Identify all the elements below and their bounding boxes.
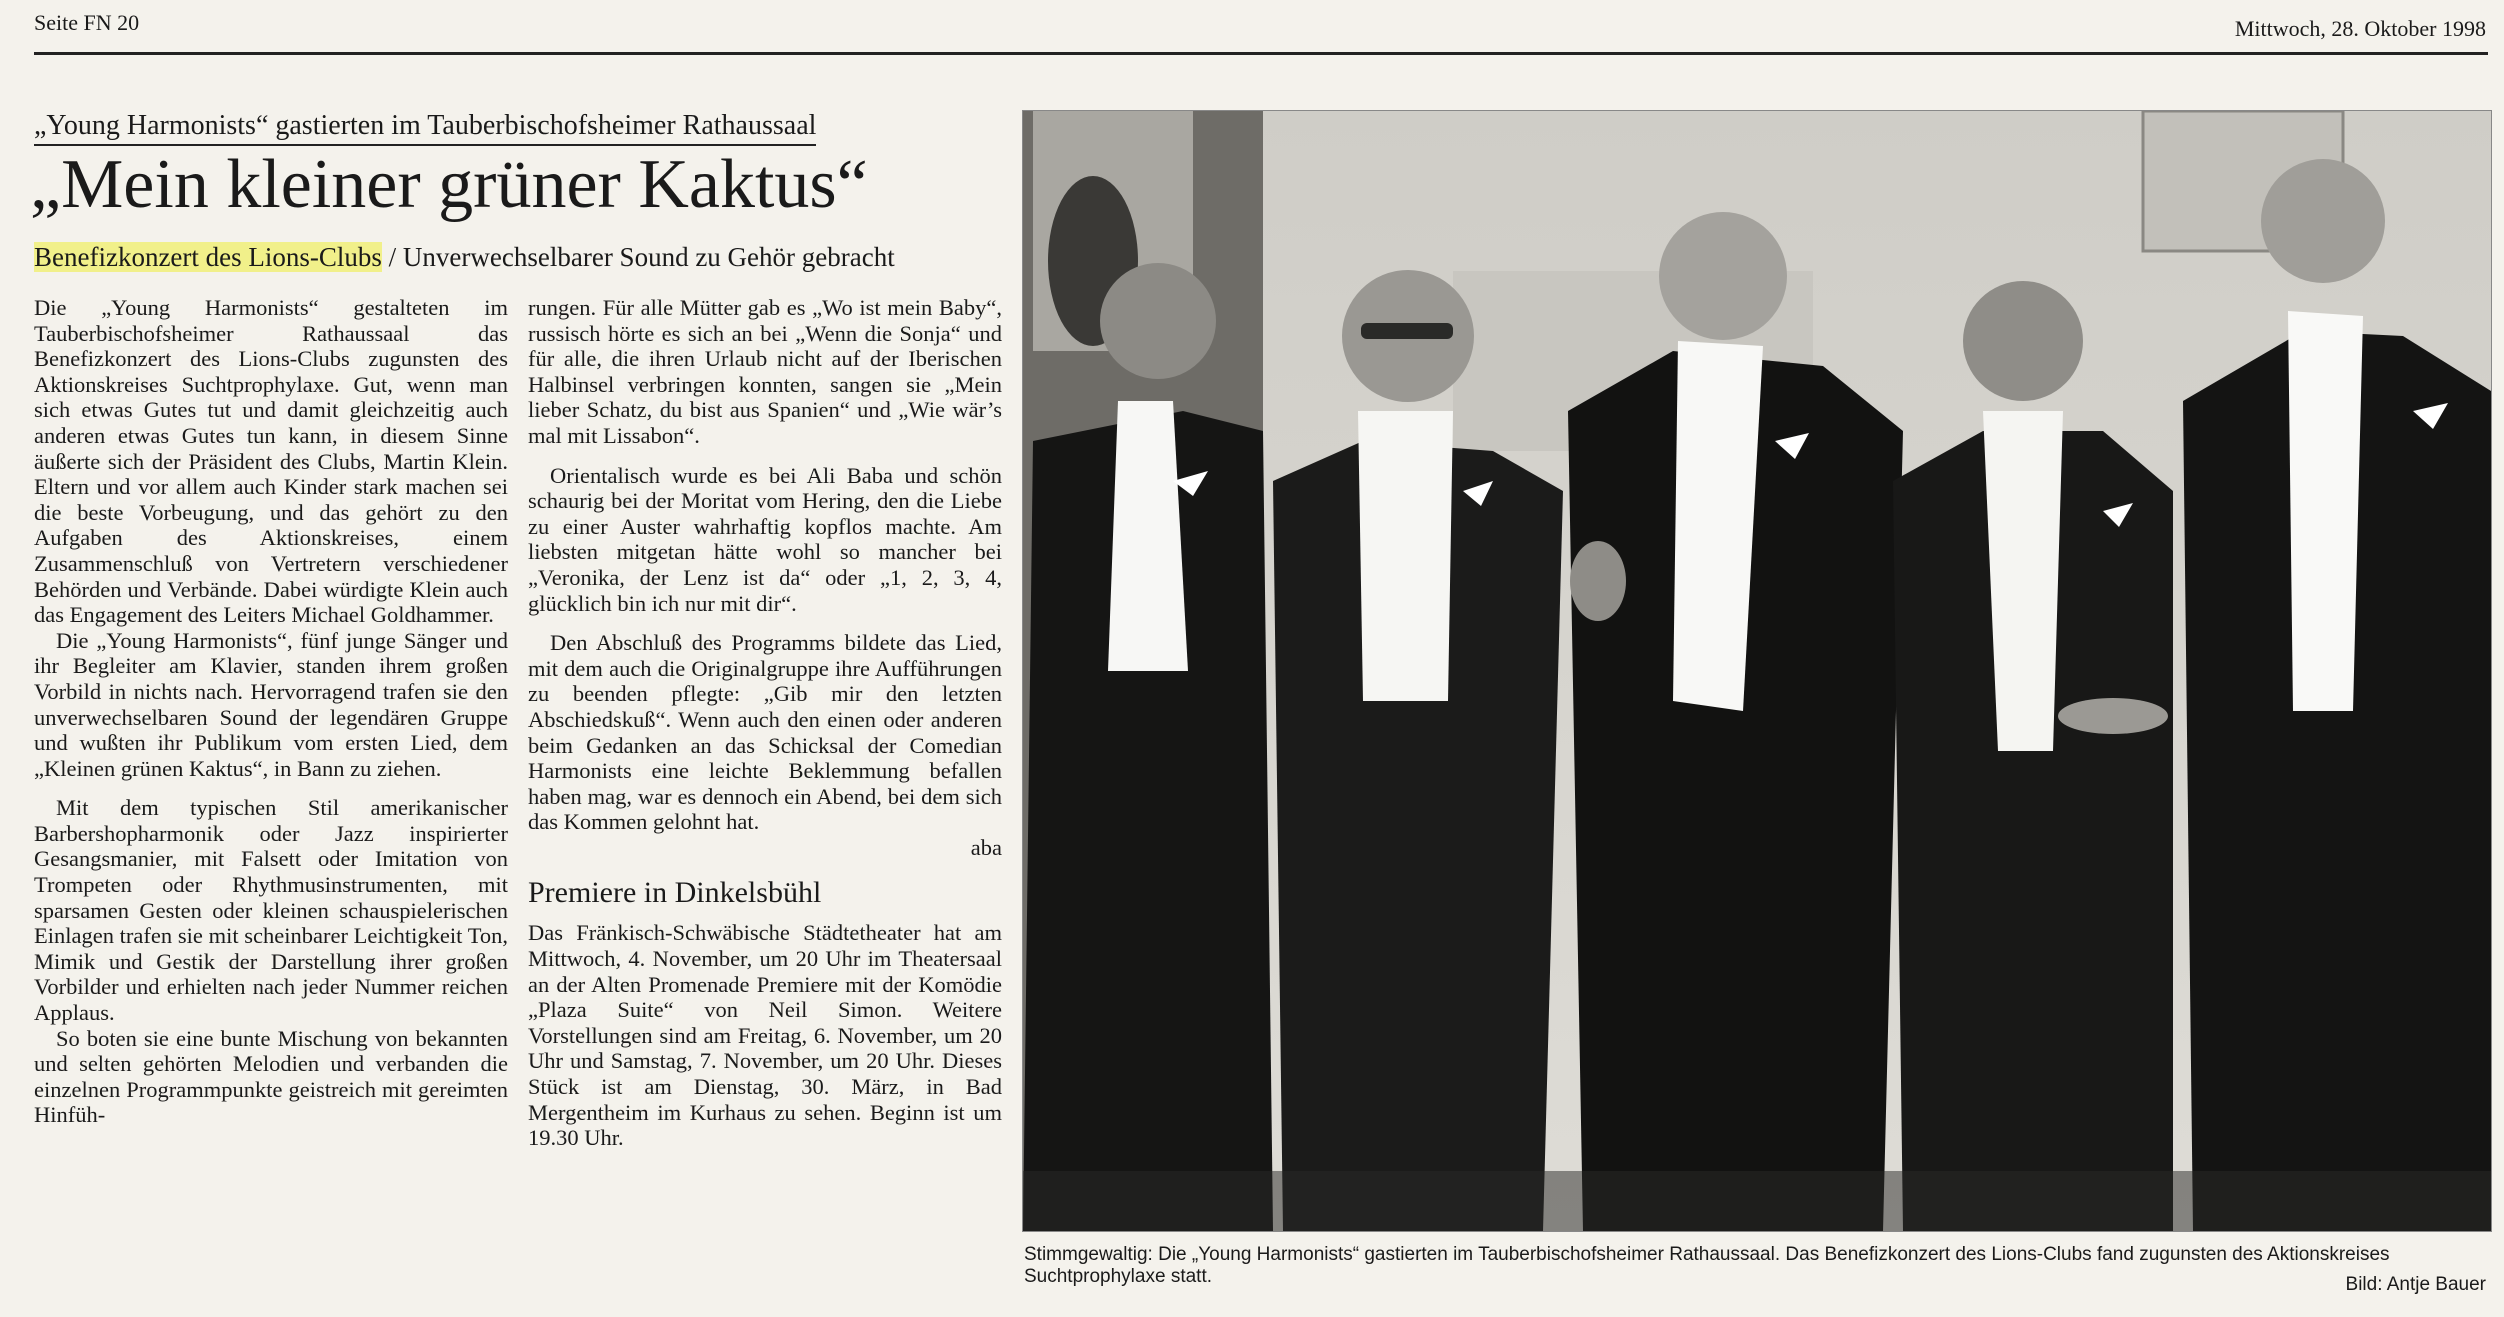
- paragraph: Die „Young Harmonists“, fünf junge Sänger und ihr Begleiter am Klavier, standen ihrem großen Vorbild in nichts nach. Hervorragend trafen sie den unverwechselbaren Sound der legendären Gruppe und wußten ihr Publikum vom ersten Lied, dem „Kleinen grünen Kaktus“, in Bann zu ziehen.: [34, 627, 508, 781]
- paragraph: rungen. Für alle Mütter gab es „Wo ist mein Baby“, russisch hörte es sich an bei „Wenn die Sonja“ und für alle, die ihren Urlaub nicht auf der Iberischen Halbinsel verbringen konnten, sangen sie „Mein lieber Schatz, du bist aus Spanien“ und „Wie wär’s mal mit Lissabon“.: [528, 295, 1002, 448]
- author-signature: aba: [970, 834, 1002, 860]
- paragraph: Das Fränkisch-Schwäbische Städtetheater hat am Mittwoch, 4. November, um 20 Uhr im Theatersaal an der Alten Promenade Premiere mit der Komödie „Plaza Suite“ von Neil Simon. Weitere Vorstellungen sind am Freitag, 6. November, um 20 Uhr und Samstag, 7. November, um 20 Uhr. Dieses Stück ist am Dienstag, 30. März, in Bad Mergentheim im Kurhaus zu sehen. Beginn ist um 19.30 Uhr.: [528, 920, 1002, 1151]
- photo-credit: Bild: Antje Bauer: [2345, 1274, 2486, 1295]
- article-kicker: „Young Harmonists“ gastierten im Tauberbischofsheimer Rathaussaal: [34, 110, 816, 146]
- paragraph: Orientalisch wurde es bei Ali Baba und schön schaurig bei der Moritat vom Hering, den die Liebe zu einer Auster wahrhaftig kopflos machte. Am liebsten mitgetan hätte wohl so mancher bei „Veronika, der Lenz ist da“ oder „1, 2, 3, 4, glücklich bin ich nur mit dir“.: [528, 462, 1002, 616]
- header-rule: [34, 52, 2488, 55]
- paragraph: Die „Young Harmonists“ gestalteten im Tauberbischofsheimer Rathaussaal das Benefizkonzert des Lions-Clubs zugunsten des Aktionskreises Suchtprophylaxe. Gut, wenn man sich etwas Gutes tut und damit gleichzeitig auch anderen etwas Gutes tun kann, in diesem Sinne äußerte sich der Präsident des Clubs, Martin Klein. Eltern und vor allem auch Kinder stark machen sei die beste Vorbeugung, und das gehört zu den Aufgaben des Aktionskreises, einem Zusammenschluß von Vertretern verschiedener Behörden und Verbände. Dabei würdigte Klein auch das Engagement des Leiters Michael Goldhammer.: [34, 295, 508, 628]
- article-headline: „Mein kleiner grüner Kaktus“: [30, 146, 868, 223]
- photo-caption: Stimmgewaltig: Die „Young Harmonists“ gastierten im Tauberbischofsheimer Rathaussaal. Das Benefizkonzert des Lions-Clubs fand zugunsten des Aktionskreises Suchtprophylaxe statt.: [1024, 1244, 2390, 1287]
- group-photo: [1022, 110, 2492, 1232]
- paragraph: So boten sie eine bunte Mischung von bekannten und selten gehörten Melodien und verbanden die einzelnen Programmpunkte geistreich mit gereimten Hinfüh-: [34, 1025, 508, 1128]
- page-label: Seite FN 20: [34, 10, 140, 35]
- paragraph: Mit dem typischen Stil amerikanischer Barbershopharmonik oder Jazz inspirierter Gesangsmanier, mit Falsett oder Imitation von Trompeten oder Rhythmusinstrumenten, mit sparsamen Gesten oder kleinen schauspielerischen Einlagen trafen sie mit scheinbarer Leichtigkeit Ton, Mimik und Gestik der Darstellung ihrer großen Vorbilder und erhielten nach jeder Nummer reichen Applaus.: [34, 795, 508, 1026]
- issue-date: Mittwoch, 28. Oktober 1998: [2234, 16, 2486, 41]
- subhead-rest: / Unverwechselbarer Sound zu Gehör gebracht: [381, 242, 895, 272]
- subhead-highlight: Benefizkonzert des Lions-Clubs: [34, 242, 382, 272]
- section-heading: Premiere in Dinkelsbühl: [528, 876, 822, 910]
- article-column-2: [528, 295, 1002, 1151]
- article-column-1: [34, 295, 508, 1128]
- paragraph: Den Abschluß des Programms bildete das Lied, mit dem auch die Originalgruppe ihre Aufführungen zu beenden pflegte: „Gib mir den letzten Abschiedskuß“. Wenn auch den einen oder anderen beim Gedanken an das Schicksal der Comedian Harmonists eine leichte Beklemmung befallen haben mag, war es dennoch ein Abend, bei dem sich das Kommen gelohnt hat.: [528, 630, 1002, 835]
- photo-illustration: [1023, 111, 2491, 1231]
- article-subhead: [34, 242, 895, 273]
